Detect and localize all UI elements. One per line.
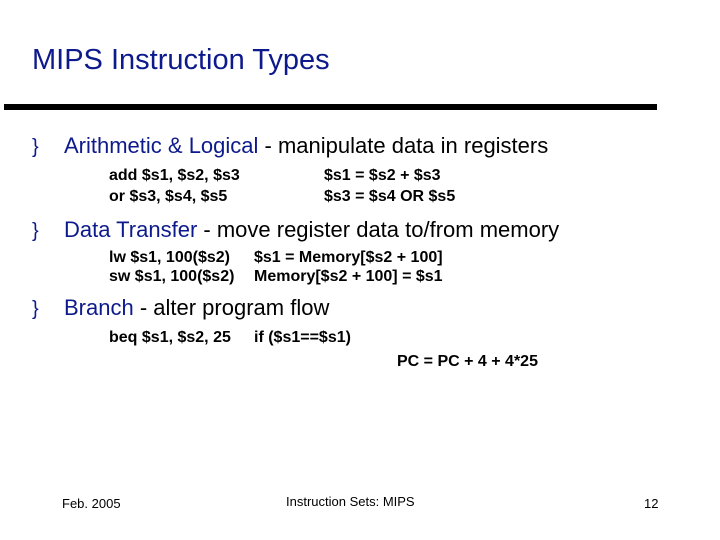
slide-title: MIPS Instruction Types [32,44,330,76]
code-line: or $s3, $s4, $s5 [109,188,228,205]
footer-date: Feb. 2005 [62,496,121,511]
code-meaning: $s3 = $s4 OR $s5 [324,188,456,205]
code-line: beq $s1, $s2, 25 [109,329,231,346]
bullet-marker-icon: } [32,136,39,158]
bullet-branch [64,295,329,321]
code-meaning: PC = PC + 4 + 4*25 [397,353,538,370]
code-meaning: $s1 = Memory[$s2 + 100] [254,249,443,266]
title-divider [4,104,657,110]
code-line: sw $s1, 100($s2) [109,268,235,285]
code-meaning: $s1 = $s2 + $s3 [324,167,441,184]
bullet-marker-icon: } [32,220,39,242]
footer-topic: Instruction Sets: MIPS [286,494,415,509]
page-number: 12 [644,496,659,511]
bullet-description: - manipulate data in registers [258,133,549,158]
bullet-label: Arithmetic & Logical [64,133,259,158]
bullet-arith-logical [64,133,548,159]
bullet-marker-icon: } [32,298,39,320]
bullet-data-transfer [64,217,559,243]
bullet-label: Data Transfer [64,217,198,242]
bullet-label: Branch [64,295,134,320]
bullet-description: - alter program flow [133,295,330,320]
code-line: add $s1, $s2, $s3 [109,167,240,184]
bullet-description: - move register data to/from memory [197,217,560,242]
code-meaning: Memory[$s2 + 100] = $s1 [254,268,443,285]
code-line: lw $s1, 100($s2) [109,249,230,266]
code-meaning: if ($s1==$s1) [254,329,351,346]
